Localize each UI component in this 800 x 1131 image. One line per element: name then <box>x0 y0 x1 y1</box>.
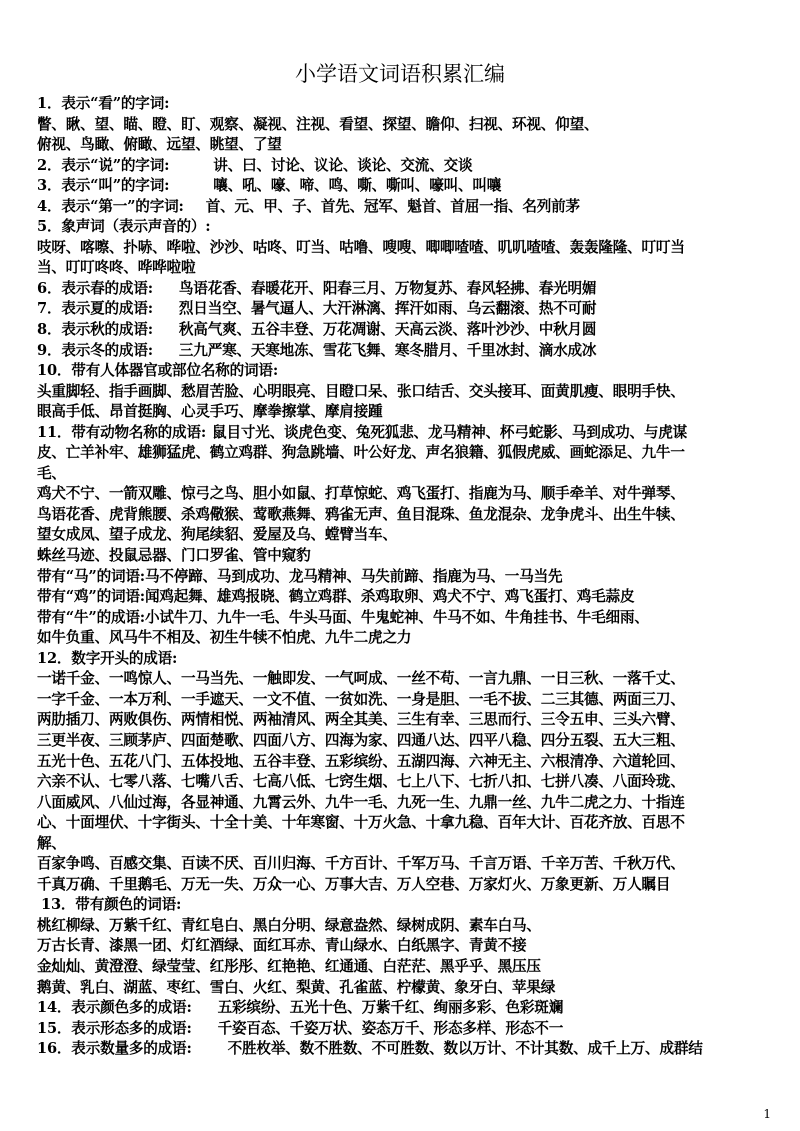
section-12-heading: 12．数字开头的成语: <box>37 649 178 667</box>
section-5-text: 当、叮叮咚咚、哗哗啦啦 <box>37 259 196 277</box>
section-10-heading: 10．带有人体器官或部位名称的词语: <box>37 362 279 380</box>
section-13-text: 鹅黄、乳白、湖蓝、枣红、雪白、火红、梨黄、孔雀蓝、柠檬黄、象牙白、苹果绿 <box>37 978 556 996</box>
section-12-text: 百家争鸣、百感交集、百读不厌、百川归海、千方百计、千军万马、千言万语、千辛万苦、千秋万代、 <box>37 855 685 873</box>
section-1-text: 俯视、鸟瞰、俯瞰、远望、眺望、了望 <box>37 136 282 154</box>
section-10-text: 眼高手低、昂首挺胸、心灵手巧、摩拳擦掌、摩肩接踵 <box>37 403 383 421</box>
section-5-heading: 5．象声词（表示声音的）: <box>37 218 211 236</box>
section-15: 15．表示形态多的成语: 千姿百态、千姿万状、姿态万千、形态多样、形态不一 <box>37 1019 564 1037</box>
subsection-chicken: 带有“鸡”的词语:闻鸡起舞、雄鸡报晓、鹤立鸡群、杀鸡取卵、鸡犬不宁、鸡飞蛋打、鸡毛蒜皮 <box>37 588 635 606</box>
section-11-text: 望女成凤、望子成龙、狗尾续貂、爱屋及乌、螳臂当车、 <box>37 526 397 544</box>
section-14: 14．表示颜色多的成语: 五彩缤纷、五光十色、万紫千红、绚丽多彩、色彩斑斓 <box>37 999 564 1017</box>
section-12-text: 八面威风、八仙过海，各显神通、九霄云外、九牛一毛、九死一生、九鼎一丝、九牛二虎之力、十指连 <box>37 793 685 811</box>
section-5-text: 吱呀、喀嚓、扑哧、哗啦、沙沙、咕咚、叮当、咕噜、嗖嗖、唧唧喳喳、叽叽喳喳、轰轰隆隆、叮叮当 <box>37 238 685 256</box>
section-6: 6．表示春的成语: 鸟语花香、春暖花开、阳春三月、万物复苏、春风轻拂、春光明媚 <box>37 279 597 297</box>
subsection-ox: 带有“牛”的成语:小试牛刀、九牛一毛、牛头马面、牛鬼蛇神、牛马不如、牛角挂书、牛毛细雨、 <box>37 608 649 626</box>
section-11-text: 毛、 <box>37 464 66 482</box>
section-1-text: 瞥、瞅、望、瞄、瞪、盯、观察、凝视、注视、看望、探望、瞻仰、扫视、环视、仰望、 <box>37 115 599 133</box>
section-4: 4．表示“第一”的字词: 首、元、甲、子、首先、冠军、魁首、首屈一指、名列前茅 <box>37 197 580 215</box>
section-12-text: 一字千金、一本万利、一手遮天、一文不值、一贫如洗、一身是胆、一毛不拔、二三其德、两面三刀、 <box>37 690 685 708</box>
page-title: 小学语文词语积累汇编 <box>295 62 505 86</box>
section-7: 7．表示夏的成语: 烈日当空、暑气逼人、大汗淋漓、挥汗如雨、乌云翻滚、热不可耐 <box>37 300 597 318</box>
section-11-text: 皮、亡羊补牢、雄狮猛虎、鹤立鸡群、狗急跳墙、叶公好龙、声名狼籍、狐假虎威、画蛇添足、九牛一 <box>37 444 685 462</box>
section-9: 9．表示冬的成语: 三九严寒、天寒地冻、雪花飞舞、寒冬腊月、千里冰封、滴水成冰 <box>37 341 597 359</box>
section-12-text: 千真万确、千里鹅毛、万无一失、万众一心、万事大吉、万人空巷、万家灯火、万象更新、万人瞩目 <box>37 875 671 893</box>
section-2: 2．表示“说”的字词: 讲、曰、讨论、议论、谈论、交流、交谈 <box>37 156 473 174</box>
page-number: 1 <box>763 1107 771 1121</box>
section-13-text: 金灿灿、黄澄澄、绿莹莹、红彤彤、红艳艳、红通通、白茫茫、黑乎乎、黑压压 <box>37 957 541 975</box>
section-13-text: 万古长青、漆黑一团、灯红酒绿、面红耳赤、青山绿水、白纸黑字、青黄不接 <box>37 937 527 955</box>
section-3: 3．表示“叫”的字词: 嚷、吼、嚎、啼、鸣、嘶、嘶叫、嚎叫、叫嚷 <box>37 177 502 195</box>
section-12-text: 三更半夜、三顾茅庐、四面楚歌、四面八方、四海为家、四通八达、四平八稳、四分五裂、五大三粗、 <box>37 731 685 749</box>
section-11-text: 鸟语花香、虎背熊腰、杀鸡儆猴、莺歌燕舞、鸦雀无声、鱼目混珠、鱼龙混杂、龙争虎斗、出生牛犊、 <box>37 505 685 523</box>
section-11-text: 鸡犬不宁、一箭双雕、惊弓之鸟、胆小如鼠、打草惊蛇、鸡飞蛋打、指鹿为马、顺手牵羊、对牛弹琴、 <box>37 485 685 503</box>
section-1-heading: 1．表示“看”的字词: <box>37 95 170 112</box>
section-12-text: 五光十色、五花八门、五体投地、五谷丰登、五彩缤纷、五湖四海、六神无主、六根清净、六道轮回、 <box>37 752 685 770</box>
section-16: 16．表示数量多的成语: 不胜枚举、数不胜数、不可胜数、数以万计、不计其数、成千上万、成群结 <box>37 1040 703 1058</box>
section-11: 11．带有动物名称的成语: 鼠目寸光、谈虎色变、兔死狐悲、龙马精神、杯弓蛇影、马到成功、与虎谋 <box>37 423 688 441</box>
section-13-heading: 13．带有颜色的词语: <box>41 896 182 914</box>
section-12-text: 心、十面埋伏、十字街头、十全十美、十年寒窗、十万火急、十拿九稳、百年大计、百花齐放、百思不 <box>37 814 685 832</box>
section-8: 8．表示秋的成语: 秋高气爽、五谷丰登、万花凋谢、天高云淡、落叶沙沙、中秋月圆 <box>37 321 597 339</box>
section-11-text: 蛛丝马迹、投鼠忌器、门口罗雀、管中窥豹 <box>37 547 311 565</box>
subsection-ox-text: 如牛负重、风马牛不相及、初生牛犊不怕虎、九牛二虎之力 <box>37 629 412 647</box>
subsection-horse: 带有“马”的词语:马不停蹄、马到成功、龙马精神、马失前蹄、指鹿为马、一马当先 <box>37 567 563 585</box>
section-12-text: 一诺千金、一鸣惊人、一马当先、一触即发、一气呵成、一丝不苟、一言九鼎、一日三秋、一落千丈、 <box>37 670 685 688</box>
section-13-text: 桃红柳绿、万紫千红、青红皂白、黑白分明、绿意盎然、绿树成阴、素车白马、 <box>37 916 541 934</box>
section-10-text: 头重脚轻、指手画脚、愁眉苦脸、心明眼亮、目瞪口呆、张口结舌、交头接耳、面黄肌瘦、眼明手快、 <box>37 382 685 400</box>
section-12-text: 解、 <box>37 834 66 852</box>
section-12-text: 两肋插刀、两败俱伤、两情相悦、两袖清风、两全其美、三生有幸、三思而行、三令五申、三头六臂、 <box>37 711 685 729</box>
section-12-text: 六亲不认、七零八落、七嘴八舌、七高八低、七窍生烟、七上八下、七折八扣、七拼八凑、八面玲珑、 <box>37 773 685 791</box>
document-body <box>37 94 782 1060</box>
